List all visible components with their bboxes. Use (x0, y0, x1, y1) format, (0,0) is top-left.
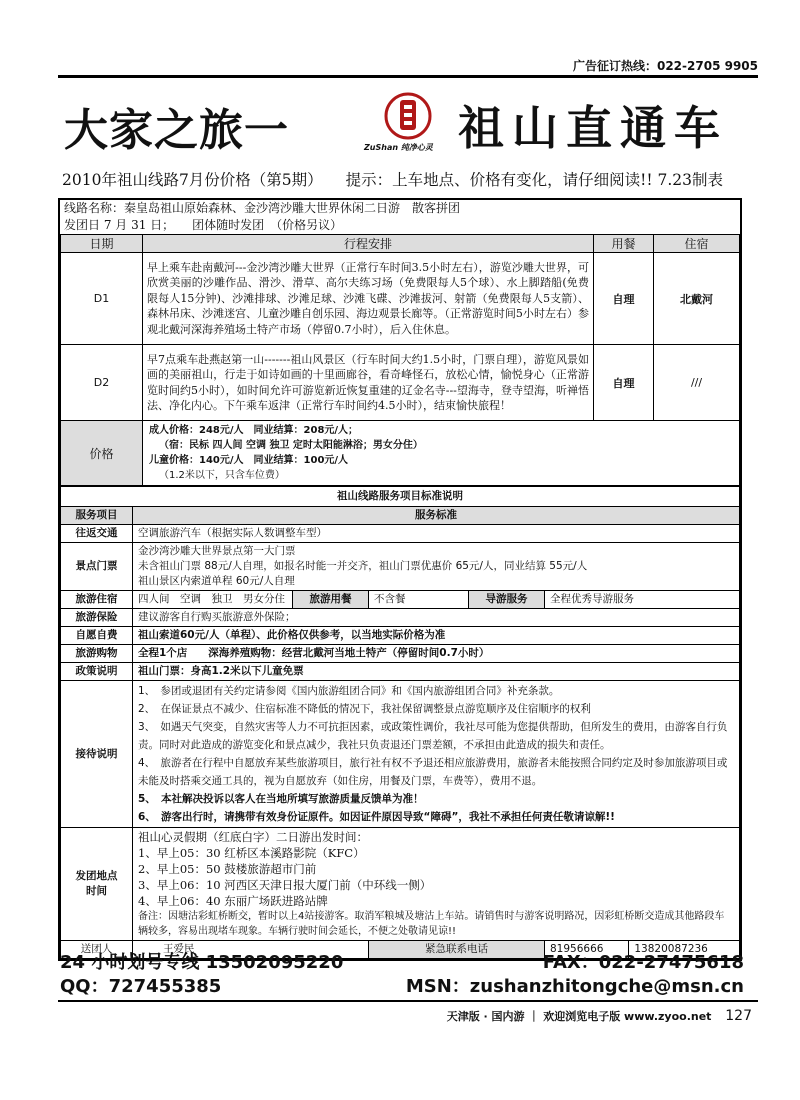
day-meal: 自理 (594, 253, 654, 345)
footer-hotline: 24 小时划号专线 13502095220 (60, 952, 344, 973)
term-item: 5、 本社解决投诉以客人在当地所填写旅游质量反馈单为准！ (138, 793, 424, 805)
price-line: （1.2米以下，只含车位费） (159, 470, 285, 481)
price-line: 成人价格：248元/人 同业结算：208元/人； (149, 425, 359, 436)
meal-value: 不含餐 (369, 591, 469, 609)
footer-msn: MSN：zushanzhitongche@msn.cn (405, 976, 744, 997)
headline (62, 168, 752, 190)
day-label: D2 (61, 345, 143, 421)
itinerary-table (58, 198, 742, 961)
tickets-line: 金沙湾沙雕大世界景点第一大门票 (138, 545, 296, 557)
day-label: D1 (61, 253, 143, 345)
lodging-label: 旅游住宿 (61, 591, 133, 609)
day-stay: /// (654, 345, 740, 421)
service-col-standard: 服务标准 (133, 507, 740, 525)
tickets-line: 祖山景区内索道单程 60元/人自理 (138, 575, 295, 587)
col-date: 日期 (61, 235, 143, 253)
day-description: 早上乘车赴南戴河---金沙湾沙雕大世界（正常行车时间3.5小时左右），游览沙雕大世界，可欣赏美丽的沙雕作品、滑沙、滑草、高尔夫练习场（免费限每人5个球）、水上脚踏船(免费限每人15分钟)、沙滩排球、沙滩足球、沙滩飞碟、沙滩拔河、射箭（免费限每人5支箭）、森林吊床、沙滩迷宫、儿童沙雕自创乐园、海边观景长廊等。（正常游览时间5小时左右）参观北戴河深海养殖场土特产市场（停留0.7小时），后入住休息。 (143, 253, 594, 345)
headline-title: 2010年祖山线路7月份价格（第5期） (62, 171, 323, 189)
route-name: 线路名称：秦皇岛祖山原始森林、金沙湾沙雕大世界休闲二日游 散客拼团 (64, 201, 461, 215)
price-details (143, 421, 740, 486)
term-item: 3、 如遇天气突变，自然灾害等人力不可抗拒因素，或政策性调价，我社尽可能为您提供帮助，但所发生的费用，由游客自行负责。同时对此造成的游览变化和景点减少，我社只负责退还门票差额，不承担由此造成的损失和责任。 (138, 721, 728, 751)
tickets-line: 未含祖山门票 88元/人自理，如报名时能一并交齐，祖山门票优惠价 65元/人，同业结算 55元/人 (138, 560, 588, 572)
page-footer (447, 1008, 752, 1024)
col-meal: 用餐 (594, 235, 654, 253)
banner-left-title: 大家之旅一 (64, 105, 289, 156)
term-item: 4、 旅游者在行程中自愿放弃某些旅游项目，旅行社有权不予退还相应旅游费用，旅游者未能按照合同约定及时参加旅游项目或未能及时搭乘交通工具的，视为自愿放弃（如住房，用餐及门票，车费等），费用不退。 (138, 757, 728, 787)
policy-value: 祖山门票：身高1.2米以下儿童免票 (133, 663, 740, 681)
shopping-value: 全程1个店 深海养殖购物：经营北戴河当地土特产（停留时间0.7小时） (133, 645, 740, 663)
departure-label: 发团地点时间 (61, 828, 133, 941)
ad-hotline: 广告征订热线：022-2705 9905 (572, 59, 758, 73)
service-col-item: 服务项目 (61, 507, 133, 525)
transport-label: 往返交通 (61, 525, 133, 543)
contact-label: 紧急联系电话 (369, 941, 545, 959)
page-footer-text: 天津版 · 国内游 ｜ 欢迎浏览电子版 www.zyoo.net (446, 1010, 712, 1023)
service-table (60, 486, 740, 959)
term-item: 6、 游客出行时，请携带有效身份证原件。如因证件原因导致“障碍”，我社不承担任何责任敬请谅解!! (138, 811, 615, 823)
col-plan: 行程安排 (143, 235, 594, 253)
transport-value: 空调旅游汽车（根据实际人数调整车型） (133, 525, 740, 543)
departure-line: 祖山心灵假期（红底白字）二日游出发时间： (138, 830, 368, 844)
reception-label: 接待说明 (61, 681, 133, 828)
banner-right-title: 祖山直通车 (458, 101, 728, 155)
meal-label: 旅游用餐 (293, 591, 369, 609)
departure-note: 备注：因塘沽彩虹桥断交，暂时以上4站接游客。取消军粮城及塘沽上车站。请销售时与游客说明路况，因彩虹桥断交造成其他路段车辆较多，容易出现堵车现象。车辆行驶时间会延长，不便之处敬请见谅!! (138, 911, 725, 937)
zushan-logo-icon (378, 88, 438, 148)
reception-terms (133, 681, 740, 828)
logo-subtitle: ZuShan 纯净心灵 (364, 143, 433, 152)
selfpay-value: 祖山索道60元/人（单程）、此价格仅供参考，以当地实际价格为准 (133, 627, 740, 645)
day-row (61, 253, 740, 345)
price-row (61, 421, 740, 486)
footer-fax: FAX：022-27475618 (542, 952, 744, 973)
banner (58, 86, 758, 156)
headline-notice: 提示：上车地点、价格有变化，请仔细阅读!! 7.23制表 (345, 171, 724, 189)
departure-line: 3、早上06：10 河西区天津日报大厦门前（中环线一侧） (138, 878, 432, 892)
bottom-rule (58, 1000, 758, 1002)
contact-phone-2: 13820087236 (629, 941, 740, 959)
insurance-label: 旅游保险 (61, 609, 133, 627)
lodging-value: 四人间 空调 独卫 男女分住 (133, 591, 293, 609)
price-line: 儿童价格：140元/人 同业结算：100元/人 (149, 455, 349, 466)
top-rule (58, 75, 758, 78)
day-description: 早7点乘车赴燕赵第一山-------祖山风景区（行车时间大约1.5小时，门票自理），游览风景如画的美丽祖山，行走于如诗如画的十里画廊谷，看奇峰怪石，放松心情，愉悦身心（正常游览时间约5小时），如时间允许可游览新近恢复重建的辽金名寺---望海寺，登寺望海，听禅悟法、净化内心。下午乘车返津（正常行车时间约4.5小时），结束愉快旅程！ (143, 345, 594, 421)
policy-label: 政策说明 (61, 663, 133, 681)
guide-label: 导游服务 (469, 591, 545, 609)
tickets-value (133, 543, 740, 591)
term-item: 2、 在保证景点不减少、住宿标准不降低的情况下，我社保留调整景点游览顺序及住宿顺序的权利 (138, 703, 591, 715)
footer-qq: QQ：727455385 (60, 976, 222, 997)
price-label: 价格 (61, 421, 143, 486)
shopping-label: 旅游购物 (61, 645, 133, 663)
day-row (61, 345, 740, 421)
tickets-label: 景点门票 (61, 543, 133, 591)
service-title: 祖山线路服务项目标准说明 (61, 487, 740, 507)
col-stay: 住宿 (654, 235, 740, 253)
page-number: 127 (725, 1008, 752, 1024)
route-dates: 发团日 7 月 31 日； 团体随时发团 （价格另议） (64, 218, 343, 232)
guide-value: 全程优秀导游服务 (545, 591, 740, 609)
sender-label: 送团人 (61, 941, 133, 959)
price-line: （宿：民标 四人间 空调 独卫 定时太阳能淋浴；男女分住） (159, 440, 423, 451)
day-meal: 自理 (594, 345, 654, 421)
term-item: 1、 参团或退团有关约定请参阅《国内旅游组团合同》和《国内旅游组团合同》补充条款。 (138, 685, 560, 697)
selfpay-label: 自愿自费 (61, 627, 133, 645)
route-info (60, 200, 740, 234)
contact-phone-1: 81956666 (545, 941, 629, 959)
day-stay: 北戴河 (654, 253, 740, 345)
departure-line: 4、早上06：40 东丽广场跃进路站牌 (138, 894, 328, 908)
sender-name: 王爱民 (133, 941, 369, 959)
departure-details (133, 828, 740, 941)
departure-line: 1、早上05：30 红桥区本溪路影院（KFC） (138, 846, 365, 860)
insurance-value: 建议游客自行购买旅游意外保险； (133, 609, 740, 627)
departure-line: 2、早上05：50 鼓楼旅游超市门前 (138, 862, 317, 876)
